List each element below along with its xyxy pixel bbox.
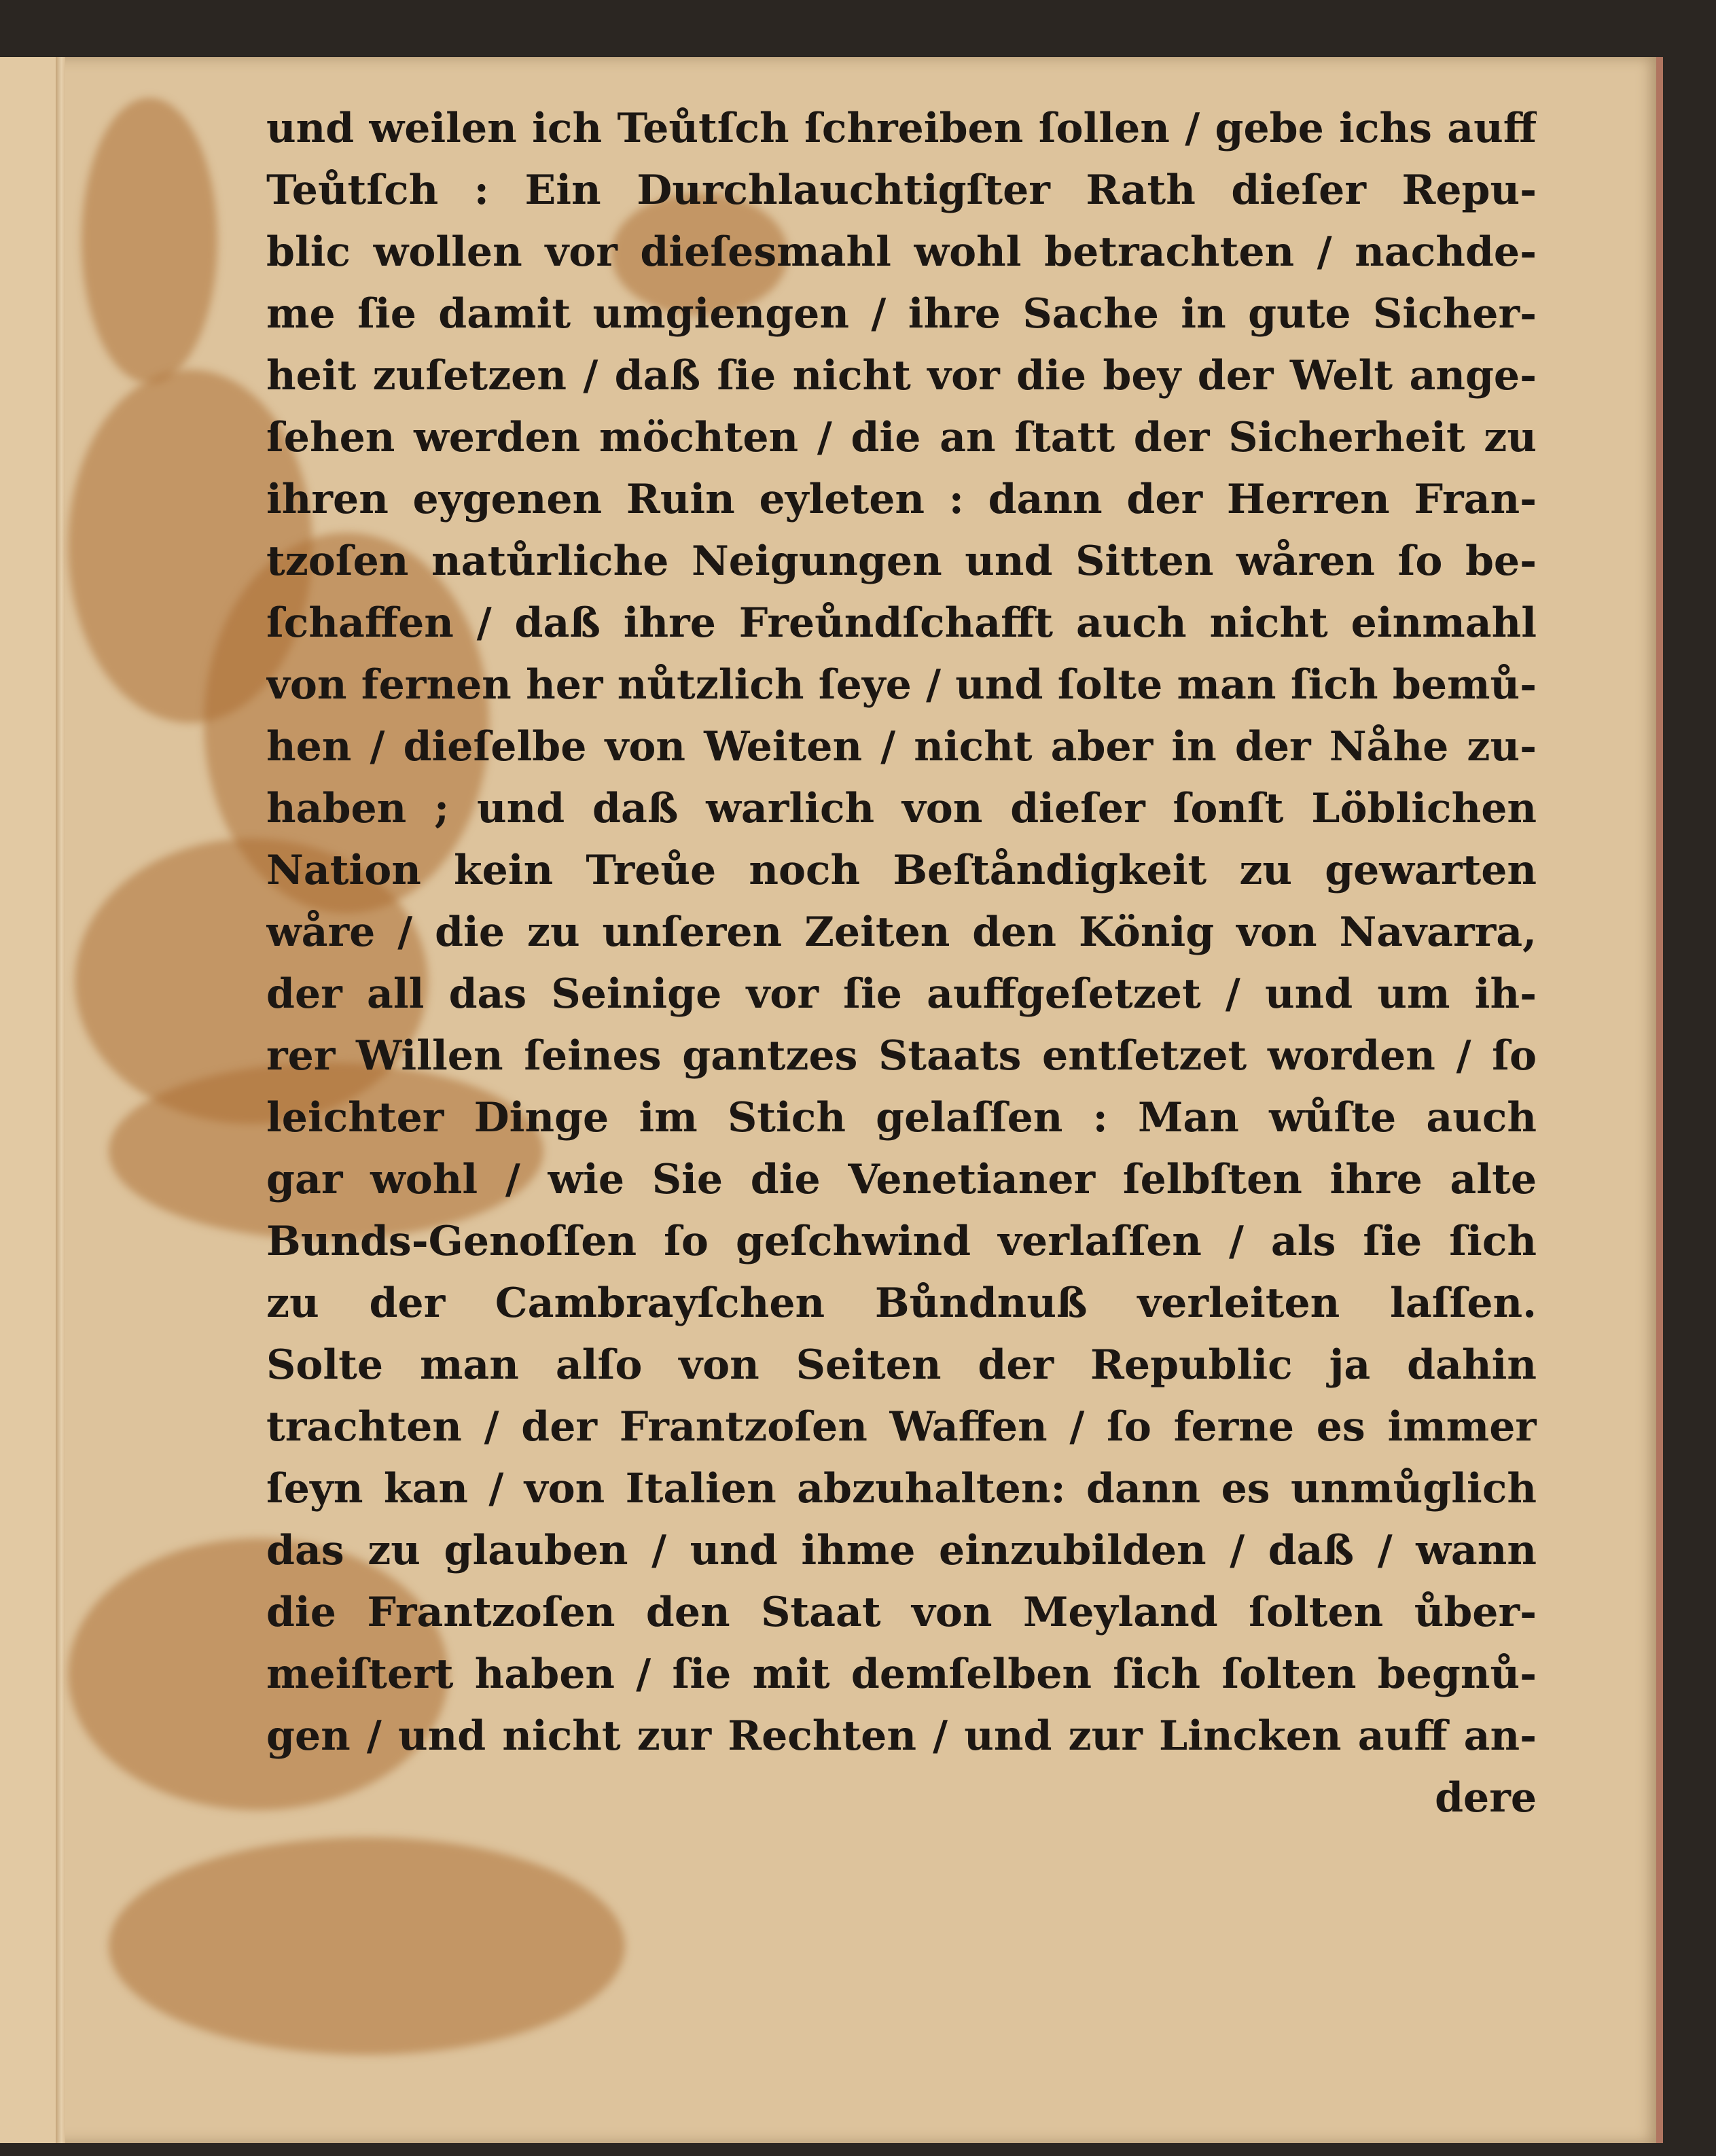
text-line: meiſtert haben / ſie mit demſelben ſich ſolten begnů-	[266, 1650, 1537, 1698]
text-line: zu der Cambrayſchen Bůndnuß verleiten laſſen.	[266, 1279, 1537, 1327]
water-stain	[82, 98, 217, 383]
text-line: haben ; und daß warlich von dieſer ſonſt Löblichen	[266, 785, 1537, 832]
text-line: trachten / der Frantzoſen Waffen / ſo ferne es immer	[266, 1403, 1537, 1451]
text-line: ſehen werden möchten / die an ſtatt der Sicherheit zu	[266, 414, 1537, 461]
text-line: tzoſen natůrliche Neigungen und Sitten wåren ſo be-	[266, 537, 1537, 585]
text-line: ſeyn kan / von Italien abzuhalten: dann es unmůglich	[266, 1465, 1537, 1513]
text-line: von fernen her nůtzlich ſeye / und ſolte man ſich bemů-	[266, 661, 1537, 709]
text-line: die Frantzoſen den Staat von Meyland ſolten ůber-	[266, 1589, 1537, 1636]
body-text	[266, 98, 1537, 1946]
text-line: Solte man alſo von Seiten der Republic ja dahin	[266, 1341, 1537, 1389]
text-line: me ſie damit umgiengen / ihre Sache in gute Sicher-	[266, 290, 1537, 338]
book-gutter	[56, 57, 65, 2143]
text-line: der all das Seinige vor ſie auffgeſetzet / und um ih-	[266, 970, 1537, 1018]
text-line: rer Willen ſeines gantzes Staats entſetzet worden / ſo	[266, 1032, 1537, 1080]
text-line: ihren eygenen Ruin eyleten : dann der Herren Fran-	[266, 476, 1537, 523]
book-page	[0, 57, 1663, 2143]
text-line: Nation kein Treůe noch Beſtåndigkeit zu gewarten	[266, 847, 1537, 894]
text-line: blic wollen vor dieſesmahl wohl betrachten / nachde-	[266, 228, 1537, 276]
catchword: dere	[1435, 1774, 1537, 1822]
page-edge-red	[1656, 57, 1663, 2143]
text-line: leichter Dinge im Stich gelaſſen : Man wůſte auch	[266, 1094, 1537, 1142]
text-line: ſchaffen / daß ihre Freůndſchafft auch nicht einmahl	[266, 599, 1537, 647]
text-line: Bunds-Genoſſen ſo geſchwind verlaſſen / als ſie ſich	[266, 1218, 1537, 1265]
text-line: hen / dieſelbe von Weiten / nicht aber in der Nåhe zu-	[266, 723, 1537, 771]
text-line: gar wohl / wie Sie die Venetianer ſelbſten ihre alte	[266, 1156, 1537, 1203]
text-line: Teůtſch : Ein Durchlauchtigſter Rath dieſer Repu-	[266, 166, 1537, 214]
text-line: wåre / die zu unſeren Zeiten den König von Navarra,	[266, 908, 1537, 956]
text-line: gen / und nicht zur Rechten / und zur Lincken auff an-	[266, 1712, 1537, 1760]
left-page-edge	[0, 57, 56, 2143]
text-line: heit zuſetzen / daß ſie nicht vor die bey der Welt ange-	[266, 352, 1537, 400]
text-line: das zu glauben / und ihme einzubilden / daß / wann	[266, 1527, 1537, 1574]
text-line: und weilen ich Teůtſch ſchreiben ſollen / gebe ichs auff	[266, 105, 1537, 152]
